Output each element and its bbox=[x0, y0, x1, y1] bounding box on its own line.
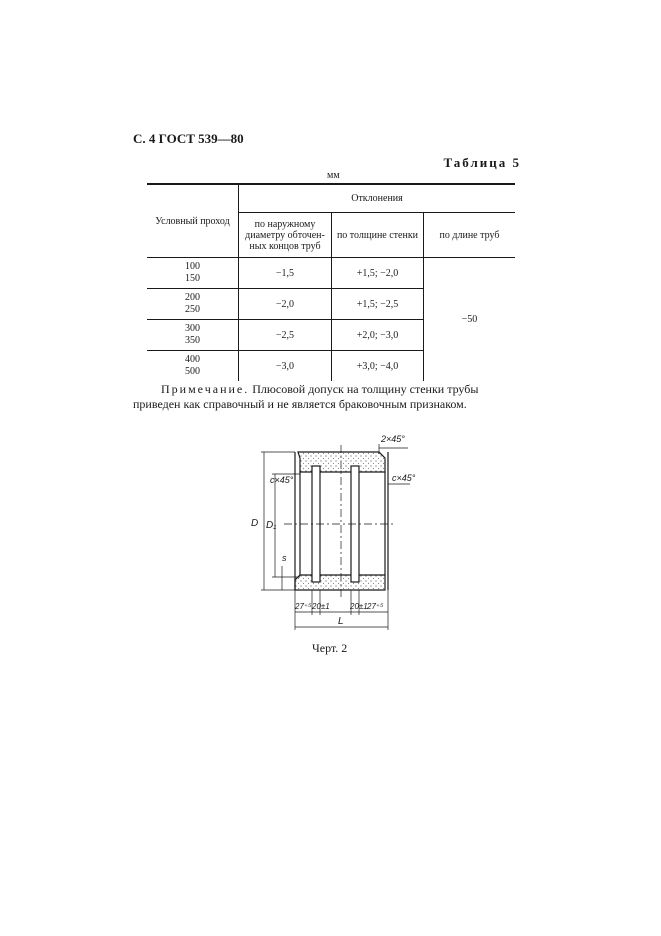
size-value: 250 bbox=[185, 304, 200, 315]
outer-cell: −2,0 bbox=[239, 289, 332, 320]
figure-caption: Черт. 2 bbox=[312, 641, 348, 655]
nominal-cell bbox=[147, 289, 239, 320]
note-label: Примечание. bbox=[161, 382, 250, 396]
col-outer-line-3: ных концов труб bbox=[249, 240, 321, 252]
chamfer-top-label: 2×45° bbox=[381, 434, 405, 444]
note-text: Плюсовой допуск на толщину стенки трубы приведен как справочный и не является браковочным признаком. bbox=[133, 382, 479, 411]
size-value: 500 bbox=[185, 366, 200, 377]
wall-cell: +2,0; −3,0 bbox=[332, 320, 424, 351]
wall-cell: +3,0; −4,0 bbox=[332, 351, 424, 382]
top-wall-section bbox=[298, 452, 385, 472]
table-row bbox=[147, 258, 515, 289]
size-value: 100 bbox=[185, 261, 200, 272]
diameter-D1-label: D₁ bbox=[266, 520, 277, 531]
chamfer-right-label: c×45° bbox=[392, 473, 416, 483]
nominal-cell bbox=[147, 258, 239, 289]
nominal-cell bbox=[147, 351, 239, 382]
size-value: 400 bbox=[185, 354, 200, 365]
col-outer-header bbox=[239, 213, 332, 258]
dim-27-left-label: 27⁺⁵ bbox=[295, 602, 312, 611]
table-unit: мм bbox=[327, 170, 340, 181]
col-nominal-header: Условный проход bbox=[147, 184, 239, 258]
pipe-end-drawing bbox=[240, 430, 440, 635]
dim-20-left-label: 20±1 bbox=[312, 602, 330, 611]
chamfer-left-label: c×45° bbox=[270, 475, 294, 485]
size-value: 300 bbox=[185, 323, 200, 334]
dim-27-right-label: 27⁺⁵ bbox=[367, 602, 384, 611]
wall-cell: +1,5; −2,5 bbox=[332, 289, 424, 320]
page-header: С. 4 ГОСТ 539—80 bbox=[133, 131, 244, 146]
dim-20-right-label: 20±1 bbox=[350, 602, 368, 611]
size-value: 350 bbox=[185, 335, 200, 346]
table-header-row bbox=[147, 184, 515, 213]
wall-cell: +1,5; −2,0 bbox=[332, 258, 424, 289]
diameter-D-label: D bbox=[251, 518, 259, 529]
outer-cell: −1,5 bbox=[239, 258, 332, 289]
col-outer-line-2: диаметру обточен- bbox=[245, 229, 325, 241]
col-wall-header: по толщине стенки bbox=[332, 213, 424, 258]
nominal-cell bbox=[147, 320, 239, 351]
bottom-wall-section bbox=[295, 575, 385, 590]
length-L-label: L bbox=[338, 616, 344, 627]
col-deviations-header: Отклонения bbox=[239, 184, 516, 213]
col-outer-line-1: по наружному bbox=[254, 218, 316, 230]
table-note bbox=[133, 382, 523, 412]
table-title: Таблица 5 bbox=[443, 155, 521, 170]
outer-cell: −3,0 bbox=[239, 351, 332, 382]
col-length-header: по длине труб bbox=[424, 213, 516, 258]
length-cell: −50 bbox=[424, 258, 516, 382]
size-value: 200 bbox=[185, 292, 200, 303]
wall-s-label: s bbox=[282, 553, 287, 563]
size-value: 150 bbox=[185, 273, 200, 284]
deviations-table bbox=[147, 183, 515, 381]
outer-cell: −2,5 bbox=[239, 320, 332, 351]
